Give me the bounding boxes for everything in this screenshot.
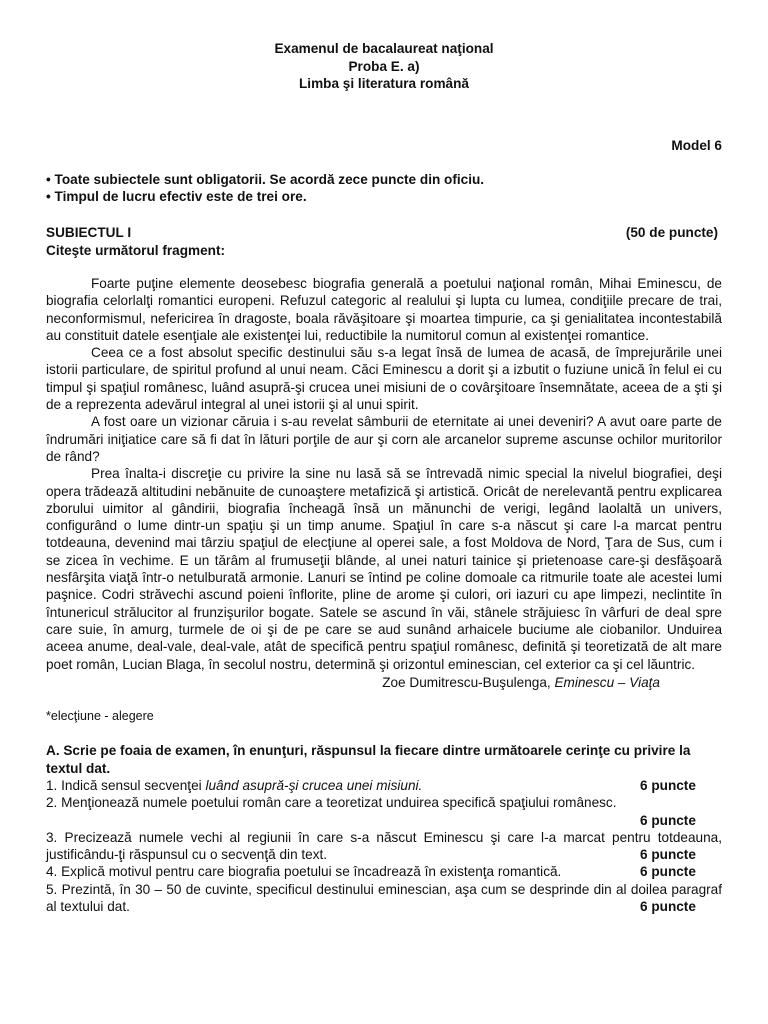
task-item bbox=[46, 794, 722, 829]
task-item bbox=[46, 881, 722, 916]
task-text: 4. Explică motivul pentru care biografia poetului se încadrează în existenţa romantică. bbox=[46, 864, 562, 880]
task-points: 6 puncte bbox=[640, 812, 696, 828]
read-instruction: Citeşte următorul fragment: bbox=[46, 242, 226, 258]
section-a bbox=[46, 742, 722, 915]
task-prefix: 1. Indică sensul secvenţei bbox=[46, 778, 206, 793]
task-points: 6 puncte bbox=[640, 899, 696, 915]
exam-rules bbox=[46, 171, 722, 206]
task-item bbox=[46, 829, 722, 864]
source-author: Zoe Dumitrescu-Buşulenga, bbox=[382, 674, 555, 690]
passage-paragraph: Ceea ce a fost absolut specific destinului său s-a legat însă de lumea de acasă, de împrejurările unei istorii particulare, de spiritul profund al unui neam. Căci Eminescu a dorit şi a izbutit o fuziune unică în felul ei cu timpul şi spaţiul românesc, luând asupră-şi crucea unei misiuni de o covârşitoare însemnătate, aceea de a şti şi de a reprezenta adevărul integral al unei istorii şi al unui spirit. bbox=[46, 345, 722, 413]
task-points: 6 puncte bbox=[640, 847, 696, 863]
task-text bbox=[46, 777, 640, 794]
passage-paragraph: Prea înalta-i discreţie cu privire la sine nu lasă să se întrevadă nimic special la nivelul biografiei, deşi opera trădează altitudini nebănuite de cunoaştere metafizică şi artistică. Oricât de nerelevantă pentru explicarea zborului uimitor al gândirii, biografia încheagă însă un mănunchi de verigi, legând laolaltă un univers, configurând o lume dintr-un spaţiu şi un timp anume. Spaţiul în care s-a născut şi care l-a marcat pentru totdeauna, devenind mai târziu spaţiul de elecţiune al operei sale, a fost Moldova de Nord, Ţara de Sus, cum i se zicea în vechime. E un tărâm al frumuseţii blânde, al unei naturi tainice şi prietenoase care-şi desfăşoară nesfârşita viaţă într-o netulburată armonie. Lanuri se întind pe coline domoale ca ritmurile toate ale acestei lumi paşnice. Codri străvechi ascund poieni înflorite, pline de arome şi culori, ori iazuri cu ape limpezi, neclintite în întunericul strălucitor al frunzişurilor bogate. Satele se ascund în văi, stânele străjuiesc în vârfuri de deal spre care suie, în amurg, turmele de oi şi de pe care se aud sunând arhaicele buciume ale ciobanilor. Unduirea aceea anume, deal-vale, deal-vale, atât de specifică pentru spaţiul românesc, definită şi teoretizată de alt mare poet român, Lucian Blaga, în secolul nostru, determină şi orizontul eminescian, cel exterior ca şi cel lăuntric. bbox=[46, 466, 722, 672]
rule-line: • Timpul de lucru efectiv este de trei ore. bbox=[46, 189, 307, 205]
model-label: Model 6 bbox=[671, 137, 722, 153]
task-text: 2. Menţionează numele poetului român care a teoretizat unduirea specifică spaţiului românesc. bbox=[46, 795, 617, 811]
subject-title: SUBIECTUL I bbox=[46, 225, 132, 241]
subject-points: (50 de puncte) bbox=[625, 225, 718, 241]
passage-paragraph: Foarte puţine elemente deosebesc biografia generală a poetului naţional român, Mihai Eminescu, de biografia celorlalţi romantici europeni. Refuzul categoric al realului şi lupta cu lumea, condiţiile precare de trai, neconformismul, nefericirea în dragoste, boala răvăşitoare şi moartea timpurie, ca şi genialitatea incontestabilă au constituit datele esenţiale ale existenţei lui, reductibile la numitorul comun al existenţei romantice. bbox=[46, 275, 722, 343]
rule-line: • Toate subiectele sunt obligatorii. Se acordă zece puncte din oficiu. bbox=[46, 171, 485, 187]
exam-title: Examenul de bacalaureat naţional bbox=[274, 41, 494, 56]
passage-paragraph: A fost oare un vizionar căruia i s-au revelat sâmburii de eternitate ai unei deveniri? A avut oare parte de îndrumări iniţiatice care să fi dat în lături porţile de aur şi corn ale arcanelor supreme ascunse ochilor muritorilor de rând? bbox=[46, 414, 722, 464]
exam-header bbox=[46, 40, 722, 93]
task-quote: luând asupră-şi crucea unei misiuni. bbox=[205, 778, 423, 793]
footnote: *elecţiune - alegere bbox=[46, 709, 154, 724]
task-item bbox=[46, 863, 722, 880]
exam-proba: Proba E. a) bbox=[348, 58, 420, 74]
passage-source bbox=[46, 674, 722, 691]
task-points: 6 puncte bbox=[640, 864, 696, 880]
task-text: 3. Precizează numele vechi al regiunii în care s-a născut Eminescu şi care l-a marcat pentru totdeauna, justificându-ţi răspunsul cu o secvenţă din text. bbox=[46, 829, 722, 863]
literary-passage bbox=[46, 275, 722, 673]
subject-heading bbox=[46, 224, 722, 241]
task-item bbox=[46, 777, 722, 794]
exam-subject-name: Limba şi literatura română bbox=[299, 76, 469, 91]
section-a-heading: A. Scrie pe foaia de examen, în enunţuri, răspunsul la fiecare dintre următoarele cerinţe cu privire la textul dat. bbox=[46, 743, 691, 776]
source-work: Eminescu – Viaţa bbox=[554, 674, 660, 690]
task-text: 5. Prezintă, în 30 – 50 de cuvinte, specificul destinului eminescian, aşa cum se desprinde din al doilea paragraf al textului dat. bbox=[46, 881, 722, 915]
task-points: 6 puncte bbox=[640, 778, 696, 793]
